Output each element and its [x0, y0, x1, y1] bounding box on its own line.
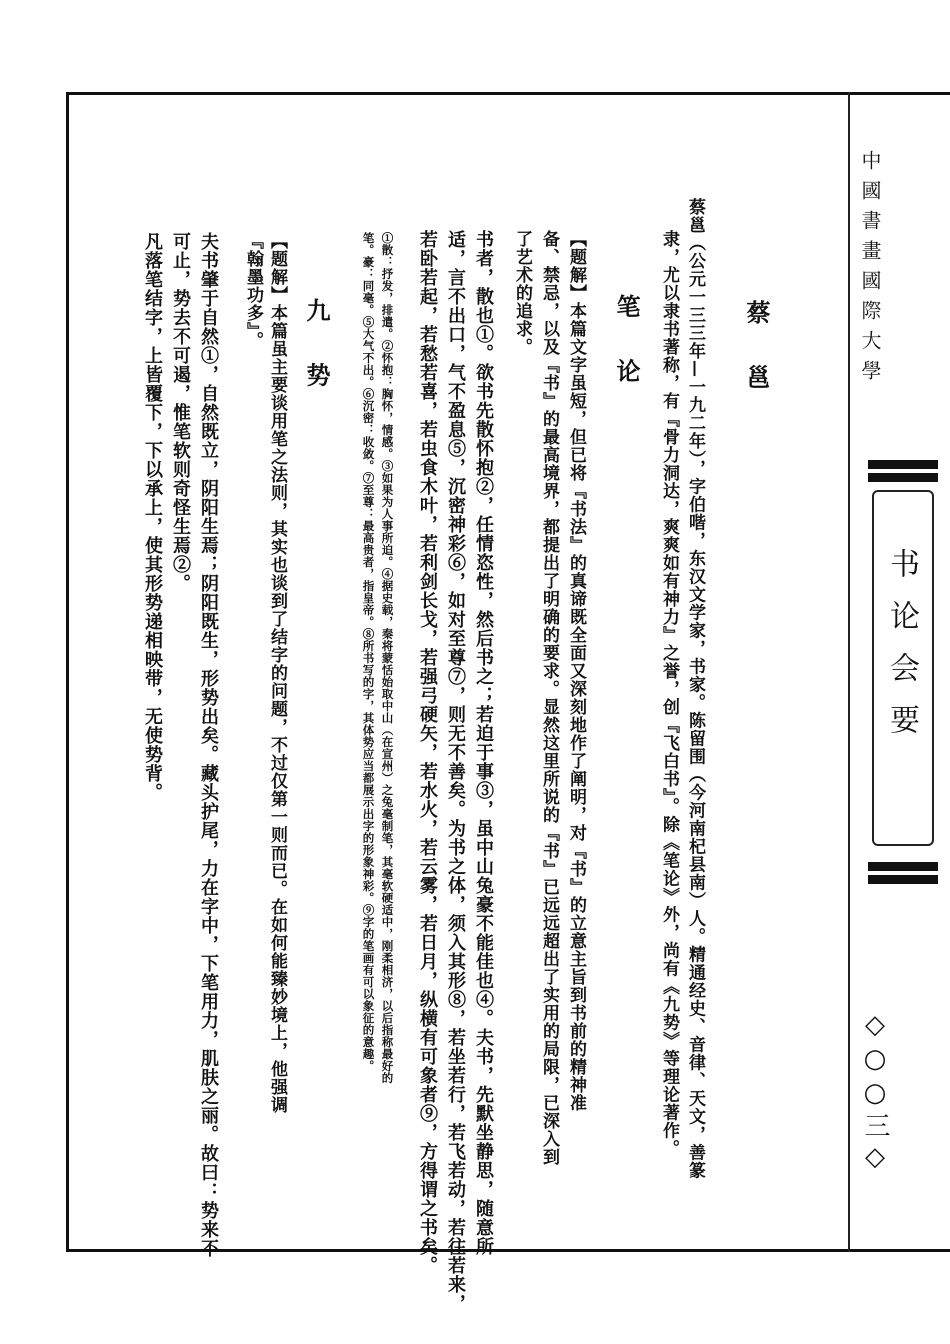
bilun-text-line: 书者，散也①。欲书先散怀抱②，任情恣性，然后书之；若迫于事③，虽中山兔豪不能佳也④。夫书，先默坐静思，随意所: [473, 230, 494, 1256]
bilun-text-line: 若卧若起，若愁若喜，若虫食木叶，若利剑长戈，若强弓硬矢，若水火，若云雾，若日月，纵横有可象者⑨，方得谓之书矣。: [417, 230, 438, 1275]
bilun-intro-line: 了艺术的追求。: [512, 230, 532, 356]
jiushi-intro-line: 『翰墨功多』。: [243, 232, 263, 350]
author-heading: 蔡 邕: [742, 300, 771, 405]
bilun-notes-line: 笔。豪：同毫。⑤大气不出。⑥沉密：收敛。⑦至尊：最高贵者，指皇帝。⑧所书写的字，其体势应当都展示出字的形象神彩。⑨字的笔画有可以象征的意趣。: [361, 232, 376, 1072]
page-number: ◇○○三◇: [860, 1010, 890, 1176]
jiushi-heading: 九 势: [302, 298, 331, 403]
bilun-text-line: 适，言不出口，气不盈息⑤，沉密神彩⑥，如对至尊⑦，则无不善矣。为书之体，须入其形⑧，若坐若行，若飞若动，若往若来，: [445, 230, 466, 1313]
author-bio-line: 蔡邕（公元一三三年—一九二年），字伯喈，东汉文学家，书家。陈留围（今河南杞县南）人。精通经史、音律、天文，善篆: [685, 198, 705, 1180]
jiushi-text-line: 夫书肇于自然①，自然既立，阴阳生焉；阴阳既生，形势出矣。藏头护尾，力在字中，下笔用力，肌肤之丽。故曰：势来不: [198, 232, 219, 1258]
sidebar-divider: [848, 92, 850, 1252]
series-title: 中國書畫國際大學: [858, 150, 882, 390]
bilun-notes-line: ①散：抒发，排遣。②怀抱：胸怀，情感。③如果为人事所迫。④据史载，秦将蒙恬始取中山（在宣州）之兔毫制笔，其毫软硬适中，刚柔相济，以后指称最好的: [380, 232, 395, 1084]
banner-top-bar: [868, 460, 938, 482]
bilun-heading: 笔 论: [612, 294, 641, 399]
author-bio-line: 隶，尤以隶书著称，有『骨力洞达，爽爽如有神力』之誉，创『飞白书』。除《笔论》外，尚有《九势》等理论著作。: [659, 230, 679, 1158]
bilun-intro-line: 备、禁忌，以及『书』的最高境界，都提出了明确的要求。显然这里所说的『书』已远远超出了实用的局限，已深入到: [539, 230, 559, 1166]
jiushi-text-line: 凡落笔结字，上皆覆下，下以承上，使其形势递相映带，无使势背。: [142, 232, 163, 802]
banner-bottom-bar: [868, 862, 938, 884]
jiushi-intro-line: 【题解】本篇虽主要谈用笔之法则，其实也谈到了结字的问题，不过仅第一则而已。在如何能臻妙境上，他强调: [267, 232, 287, 1114]
bilun-intro-line: 【题解】本篇文字虽短，但已将『书法』的真谛既全面又深刻地作了阐明，对『书』的立意主旨到书前的精神准: [566, 230, 586, 1112]
jiushi-text-line: 可止，势去不可遏，惟笔软则奇怪生焉②。: [170, 232, 191, 593]
banner-title: 书论会要: [884, 548, 919, 756]
